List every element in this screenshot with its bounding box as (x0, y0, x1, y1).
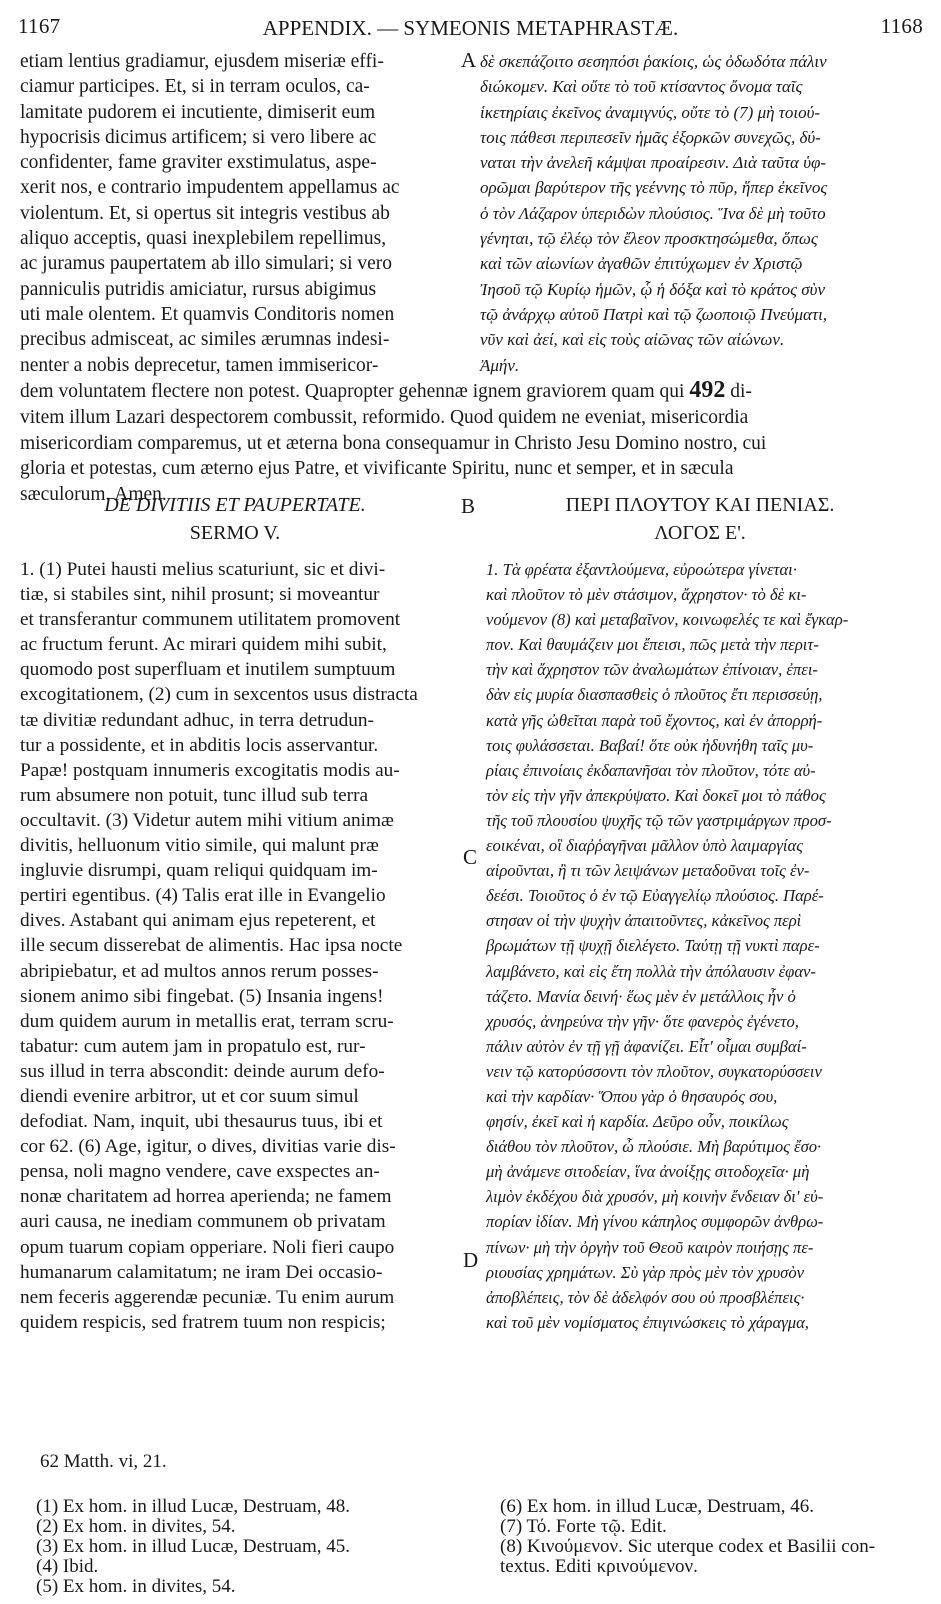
footnote-item: (5) Ex hom. in divites, 54. (36, 1576, 236, 1597)
text-line: φησίν, ἐκεῖ καὶ ἡ καρδία. Δεῦρο οὖν, ποικίλως (486, 1112, 789, 1132)
text-line: τὸν εἰς τὴν γῆν ἀπεκρύψατο. Καὶ δοκεῖ μοι τὸ πάθος (486, 785, 826, 805)
text-line: tur a possidente, et in abditis locis asservantur. (20, 734, 379, 756)
text-line: xerit nos, e contrario impudentem appellamus ac (20, 177, 400, 199)
text-line: βρωμάτων τῇ ψυχῇ διελέγετο. Ταύτῃ τῇ νυκτὶ παρε- (486, 936, 820, 956)
text-segment: di- (730, 381, 752, 402)
margin-marker-d: D (463, 1248, 479, 1272)
footnotes-right (500, 1497, 875, 1577)
text-line: opum tuarum copiam opperiare. Noli fieri caupo (20, 1236, 395, 1258)
text-line: confidenter, fame graviter exstimulatus, aspe- (20, 152, 377, 174)
column-number-marginal: 492 (689, 377, 726, 403)
text-line: γένηται, τῷ ἐλέῳ τὸν ἔλεον προσκτησώμεθα, ὅπως (480, 229, 818, 249)
text-line: lamitate pudorem ei incutiente, dimiserit eum (20, 101, 376, 123)
text-line: divitis, helluonum vitio simile, qui malunt præ (20, 835, 379, 857)
text-line: διώκομεν. Καὶ οὔτε τὸ τοῦ κτίσαντος ὄνομα ταῖς (480, 77, 803, 97)
text-line: νειν τῷ κατορύσσοντι τὸν πλοῦτον, συγκατορύσσειν (486, 1061, 822, 1081)
footnote-item: (4) Ibid. (36, 1556, 99, 1577)
text-line: Ἀμήν. (480, 355, 520, 375)
text-line: ac fructum ferunt. Ac mirari quidem mihi subit, (20, 634, 387, 656)
text-line: sus illud in terra abscondit: deinde aurum defo- (20, 1060, 385, 1082)
margin-marker-a: A (461, 48, 477, 72)
text-line: etiam lentius gradiamur, ejusdem miseriæ effi- (20, 51, 384, 72)
text-line: λαμβάνετο, καὶ εἰς ἔτη πολλὰ τὴν ἀπόλαυσιν ἐφαν- (486, 961, 816, 981)
text-line: defodiat. Nam, inquit, ubi thesaurus tuus, ibi et (20, 1111, 383, 1133)
text-line: τῷ ἀνάρχῳ αὐτοῦ Πατρὶ καὶ τῷ ζωοποιῷ Πνεύματι, (480, 304, 828, 324)
text-line: misericordiam comparemus, ut et æterna bona consequamur in Christo Jesu Domino nostro, cui (20, 432, 767, 454)
text-line: πορίαν ἰδίαν. Μὴ γίνου κάπηλος συμφορῶν ἀνθρω- (486, 1212, 824, 1232)
text-line: τοις πάθεσι περιπεσεῖν ἡμᾶς ἐξορκῶν συνεχῶς, δύ- (480, 127, 821, 147)
footnote-item: (8) Κινούμενον. Sic uterque codex et Basilii con- (500, 1536, 876, 1557)
footnote-item: textus. Editi κρινούμενον. (500, 1556, 698, 1577)
greek-logos-number: ΛΟΓΟΣ Ε'. (654, 522, 746, 544)
top-greek-column (480, 49, 827, 378)
text-line: ac juramus paupertatem ab illo simulari; si vero (20, 253, 393, 275)
text-line: λιμὸν ἐκδέχου διὰ χρυσόν, μὴ κοινὴν ἔνδειαν δι' εὐ- (486, 1187, 824, 1207)
text-line: tæ divitiæ redundant adhuc, in terra detrudun- (20, 709, 374, 731)
text-line: τάζετο. Μανία δεινή· ἕως μὲν ἐν μετάλλοις ἦν ὁ (486, 986, 796, 1006)
text-line: πον. Καὶ θαυμάζειν μοι ἔπεισι, πῶς μετὰ τὴν περιτ- (486, 635, 819, 655)
scripture-footnote: 62 Matth. vi, 21. (40, 1451, 167, 1472)
footnotes-left (36, 1497, 350, 1597)
text-line: στησαν οἱ τὴν ψυχὴν ἀπαιτοῦντες, κἀκεῖνος περὶ (486, 911, 802, 931)
column-number-left: 1167 (18, 14, 61, 38)
text-line: abripiebatur, et ad multos annos rerum posses- (20, 960, 379, 982)
text-line: νούμενον (8) καὶ μεταβαῖνον, κοινωφελές τε καὶ ἔγκαρ- (486, 610, 849, 630)
text-line: cor 62. (6) Age, igitur, o dives, divitias varie dis- (20, 1136, 396, 1158)
text-line: καὶ πλοῦτον τὸ μὲν στάσιμον, ἄχρηστον· τὸ δὲ κι- (486, 585, 807, 605)
margin-marker-c: C (463, 845, 478, 869)
text-line: sæculorum. Amen. (20, 484, 167, 506)
footnote-item: (2) Ex hom. in divites, 54. (36, 1516, 236, 1537)
text-line: gloria et potestas, cum æterno ejus Patre, et vivificante Spiritu, nunc et semper, et in sæcula (20, 458, 734, 480)
text-line: μὴ ἀνάμενε σιτοδείαν, ἵνα ἀνοίξῃς σιτοδοχεῖα· μὴ (486, 1162, 810, 1182)
text-line: αἱροῦνται, ἢ τι τῶν λειψάνων μεταδοῦναι τοῖς ἐν- (486, 861, 810, 881)
text-line: ριουσίας χρημάτων. Σὺ γὰρ πρὸς μὲν τὸν χρυσὸν (486, 1262, 805, 1282)
text-line: nem feceris aggerendæ pecuniæ. Tu enim aurum (20, 1286, 395, 1308)
latin-sermon-title: DE DIVITIIS ET PAUPERTATE. (104, 494, 366, 516)
body-greek-column (486, 557, 848, 1335)
latin-sermo-number: SERMO V. (189, 522, 281, 544)
text-line: κατὰ γῆς ὠθεῖται παρὰ τοῦ ἔχοντος, καὶ ἐν ἀπορρή- (486, 710, 823, 730)
full-width-latin-passage (20, 378, 766, 508)
text-line: tabatur: cum autem jam in propatulo est, rur- (20, 1035, 366, 1057)
text-line: tiæ, si stabiles sint, nihil prosunt; si moveantur (20, 584, 380, 606)
text-line: excogitationem, (2) cum in sexcentos usus distracta (20, 684, 418, 706)
text-line: quomodo post superfluam et inutilem sumptuum (20, 659, 396, 681)
text-line: quidem respicis, sed fratrem tuum non respicis; (20, 1311, 386, 1333)
text-line: πίνων· μὴ τὴν ὀργὴν τοῦ Θεοῦ καιρὸν ποιήσῃς πε- (486, 1237, 814, 1257)
text-line: καὶ τῶν αἰωνίων ἀγαθῶν ἐπιτύχωμεν ἐν Χριστῷ (480, 254, 803, 274)
text-line: rum absumere non potuit, tunc illud sub terra (20, 784, 369, 806)
text-line (20, 378, 766, 405)
text-line: sionem animo sibi fingebat. (5) Insania ingens! (20, 985, 384, 1007)
text-line: uti male olentem. Et quamvis Conditoris nomen (20, 303, 395, 325)
text-line: occultavit. (3) Videtur autem mihi vitium animæ (20, 809, 394, 831)
text-line: vitem illum Lazari despectorem combussit, reformido. Quod quidem ne eveniat, misericordia (20, 406, 749, 428)
text-line: ciamur participes. Et, si in terram oculos, ca- (20, 76, 370, 98)
text-line: τῆς τοῦ πλουσίου ψυχῆς τῷ τῶν γαστριμάργων προσ- (486, 810, 832, 830)
text-line: ἱκετηρίαις ἐκεῖνος ἀναμιγνύς, οὔτε τὸ (7) μὴ τοιού- (480, 102, 821, 122)
text-line: Ἰησοῦ τῷ Κυρίῳ ἡμῶν, ᾧ ἡ δόξα καὶ τὸ κράτος σὺν (480, 279, 825, 299)
text-segment: dem voluntatem flectere non potest. Quapropter gehennæ ignem graviorem quam qui (20, 381, 685, 402)
footnote-item: (7) Τό. Forte τῷ. Edit. (500, 1516, 667, 1537)
text-line: ingluvie disrumpi, quam reliqui quidquam im- (20, 860, 378, 882)
top-latin-column (20, 49, 400, 378)
text-line: διάθου τὸν πλοῦτον, ὦ πλούσιε. Μὴ βαρύτιμος ἔσο· (486, 1137, 822, 1157)
body-latin-column (20, 557, 418, 1335)
text-line: ἀποβλέπεις, τὸν δὲ ἀδελφόν σου οὐ προσβλέπεις· (486, 1287, 805, 1307)
text-line: humanarum calamitatum; ne iram Dei occasio- (20, 1261, 383, 1283)
text-line: χρυσός, ἀνηρεύνα τὴν γῆν· ὅτε φανερὸς ἐγένετο, (486, 1011, 799, 1031)
text-line: καὶ τὴν καρδίαν· Ὅπου γὰρ ὁ θησαυρός σου, (486, 1086, 778, 1106)
text-line: nenter a nobis deprecetur, tamen immisericor- (20, 354, 379, 376)
text-line: ρίαις ἐπινοίαις ἐκδαπανῆσαι τὸν πλοῦτον, τότε αὐ- (486, 760, 816, 780)
text-line: τοις φυλάσσεται. Βαβαί! ὅτε οὐκ ἠδυνήθη ταῖς μυ- (486, 735, 814, 755)
text-line: pertiri egentibus. (4) Talis erat ille in Evangelio (20, 885, 386, 907)
text-line: violentum. Et, si opertus sit integris vestibus ab (20, 202, 390, 224)
text-line: εοικέναι, οἳ διαῤῥαγῆναι μᾶλλον ὑπὸ λαιμαργίας (486, 836, 803, 856)
text-line: ὁ τὸν Λάζαρον ὑπεριδὼν πλούσιος. Ἵνα δὲ μὴ τοῦτο (480, 203, 826, 223)
text-line: pensa, noli magno vendere, cave exspectes an- (20, 1161, 380, 1183)
text-line: aliquo acceptis, quasi inexplebilem repellimus, (20, 228, 387, 250)
text-line: ορῶμαι βαρύτερον τῆς γεέννης τὸ πῦρ, ἥπερ ἐκεῖνος (480, 178, 828, 198)
text-line: νῦν καὶ ἀεί, καὶ εἰς τοὺς αἰῶνας τῶν αἰώνων. (480, 330, 785, 350)
text-line: τὴν καὶ ἄχρηστον τῶν ἀναλωμάτων ἐπίνοιαν, ἐπει- (486, 660, 818, 680)
text-line: 1. Τὰ φρέατα ἐξαντλούμενα, εὐροώτερα γίνεται· (486, 560, 797, 579)
text-line: et transferantur communem utilitatem promovent (20, 609, 401, 631)
footnote-item: (6) Ex hom. in illud Lucæ, Destruam, 46. (500, 1496, 814, 1517)
text-line: δεέσι. Τοιοῦτος ὁ ἐν τῷ Εὐαγγελίῳ πλούσιος. Παρέ- (486, 886, 824, 906)
text-line: nonæ charitatem ad horrea aperienda; ne famem (20, 1186, 392, 1208)
text-line: 1. (1) Putei hausti melius scaturiunt, sic et divi- (20, 559, 386, 580)
text-line: ναται τὴν ἀνελεῆ κάμψαι προαίρεσιν. Διὰ ταῦτα ὑφ- (480, 153, 827, 173)
column-number-right: 1168 (880, 14, 923, 38)
footnote-item: (1) Ex hom. in illud Lucæ, Destruam, 48. (36, 1496, 350, 1517)
text-line: δὲ σκεπάζοιτο σεσηπόσι ῥακίοις, ὡς ὀδωδότα πάλιν (480, 52, 827, 71)
text-line: precibus admisceat, ac similes ærumnas indesi- (20, 329, 390, 351)
page-header-title: APPENDIX. — SYMEONIS METAPHRASTÆ. (262, 16, 679, 40)
margin-marker-b: B (461, 494, 476, 518)
text-line: panniculis putridis amiciatur, rursus abigimus (20, 278, 377, 300)
text-line: hypocrisis dicimus artificem; si vero libere ac (20, 126, 377, 148)
text-line: ille secum disserebat de alimentis. Hac ipsa nocte (20, 935, 403, 957)
text-line: auri causa, ne inediam communem ob privatam (20, 1211, 386, 1233)
text-line: dives. Astabant qui animam ejus repeterent, et (20, 910, 376, 932)
text-line: καὶ τοῦ μὲν νομίσματος ἐπιγινώσκεις τὸ χάραγμα, (486, 1312, 809, 1332)
text-line: πάλιν αὐτὸν ἐν τῇ γῇ ἀφανίζει. Εἶτ' οἶμαι συμβαί- (486, 1036, 807, 1056)
text-line: dum quidem aurum in metallis erat, terram scru- (20, 1010, 394, 1032)
greek-sermon-title: ΠΕΡΙ ΠΛΟΥΤΟΥ ΚΑΙ ΠΕΝΙΑΣ. (565, 494, 835, 516)
footnote-item: (3) Ex hom. in illud Lucæ, Destruam, 45. (36, 1536, 350, 1557)
text-line: δὰν εἰς μυρία διασπασθεὶς ὁ πλοῦτος ἔτι περισσεύῃ, (486, 685, 823, 705)
text-line: Papæ! postquam innumeris excogitatis modis au- (20, 759, 400, 781)
text-line: diendi evenire arbitror, ut et cor suum simul (20, 1085, 359, 1107)
